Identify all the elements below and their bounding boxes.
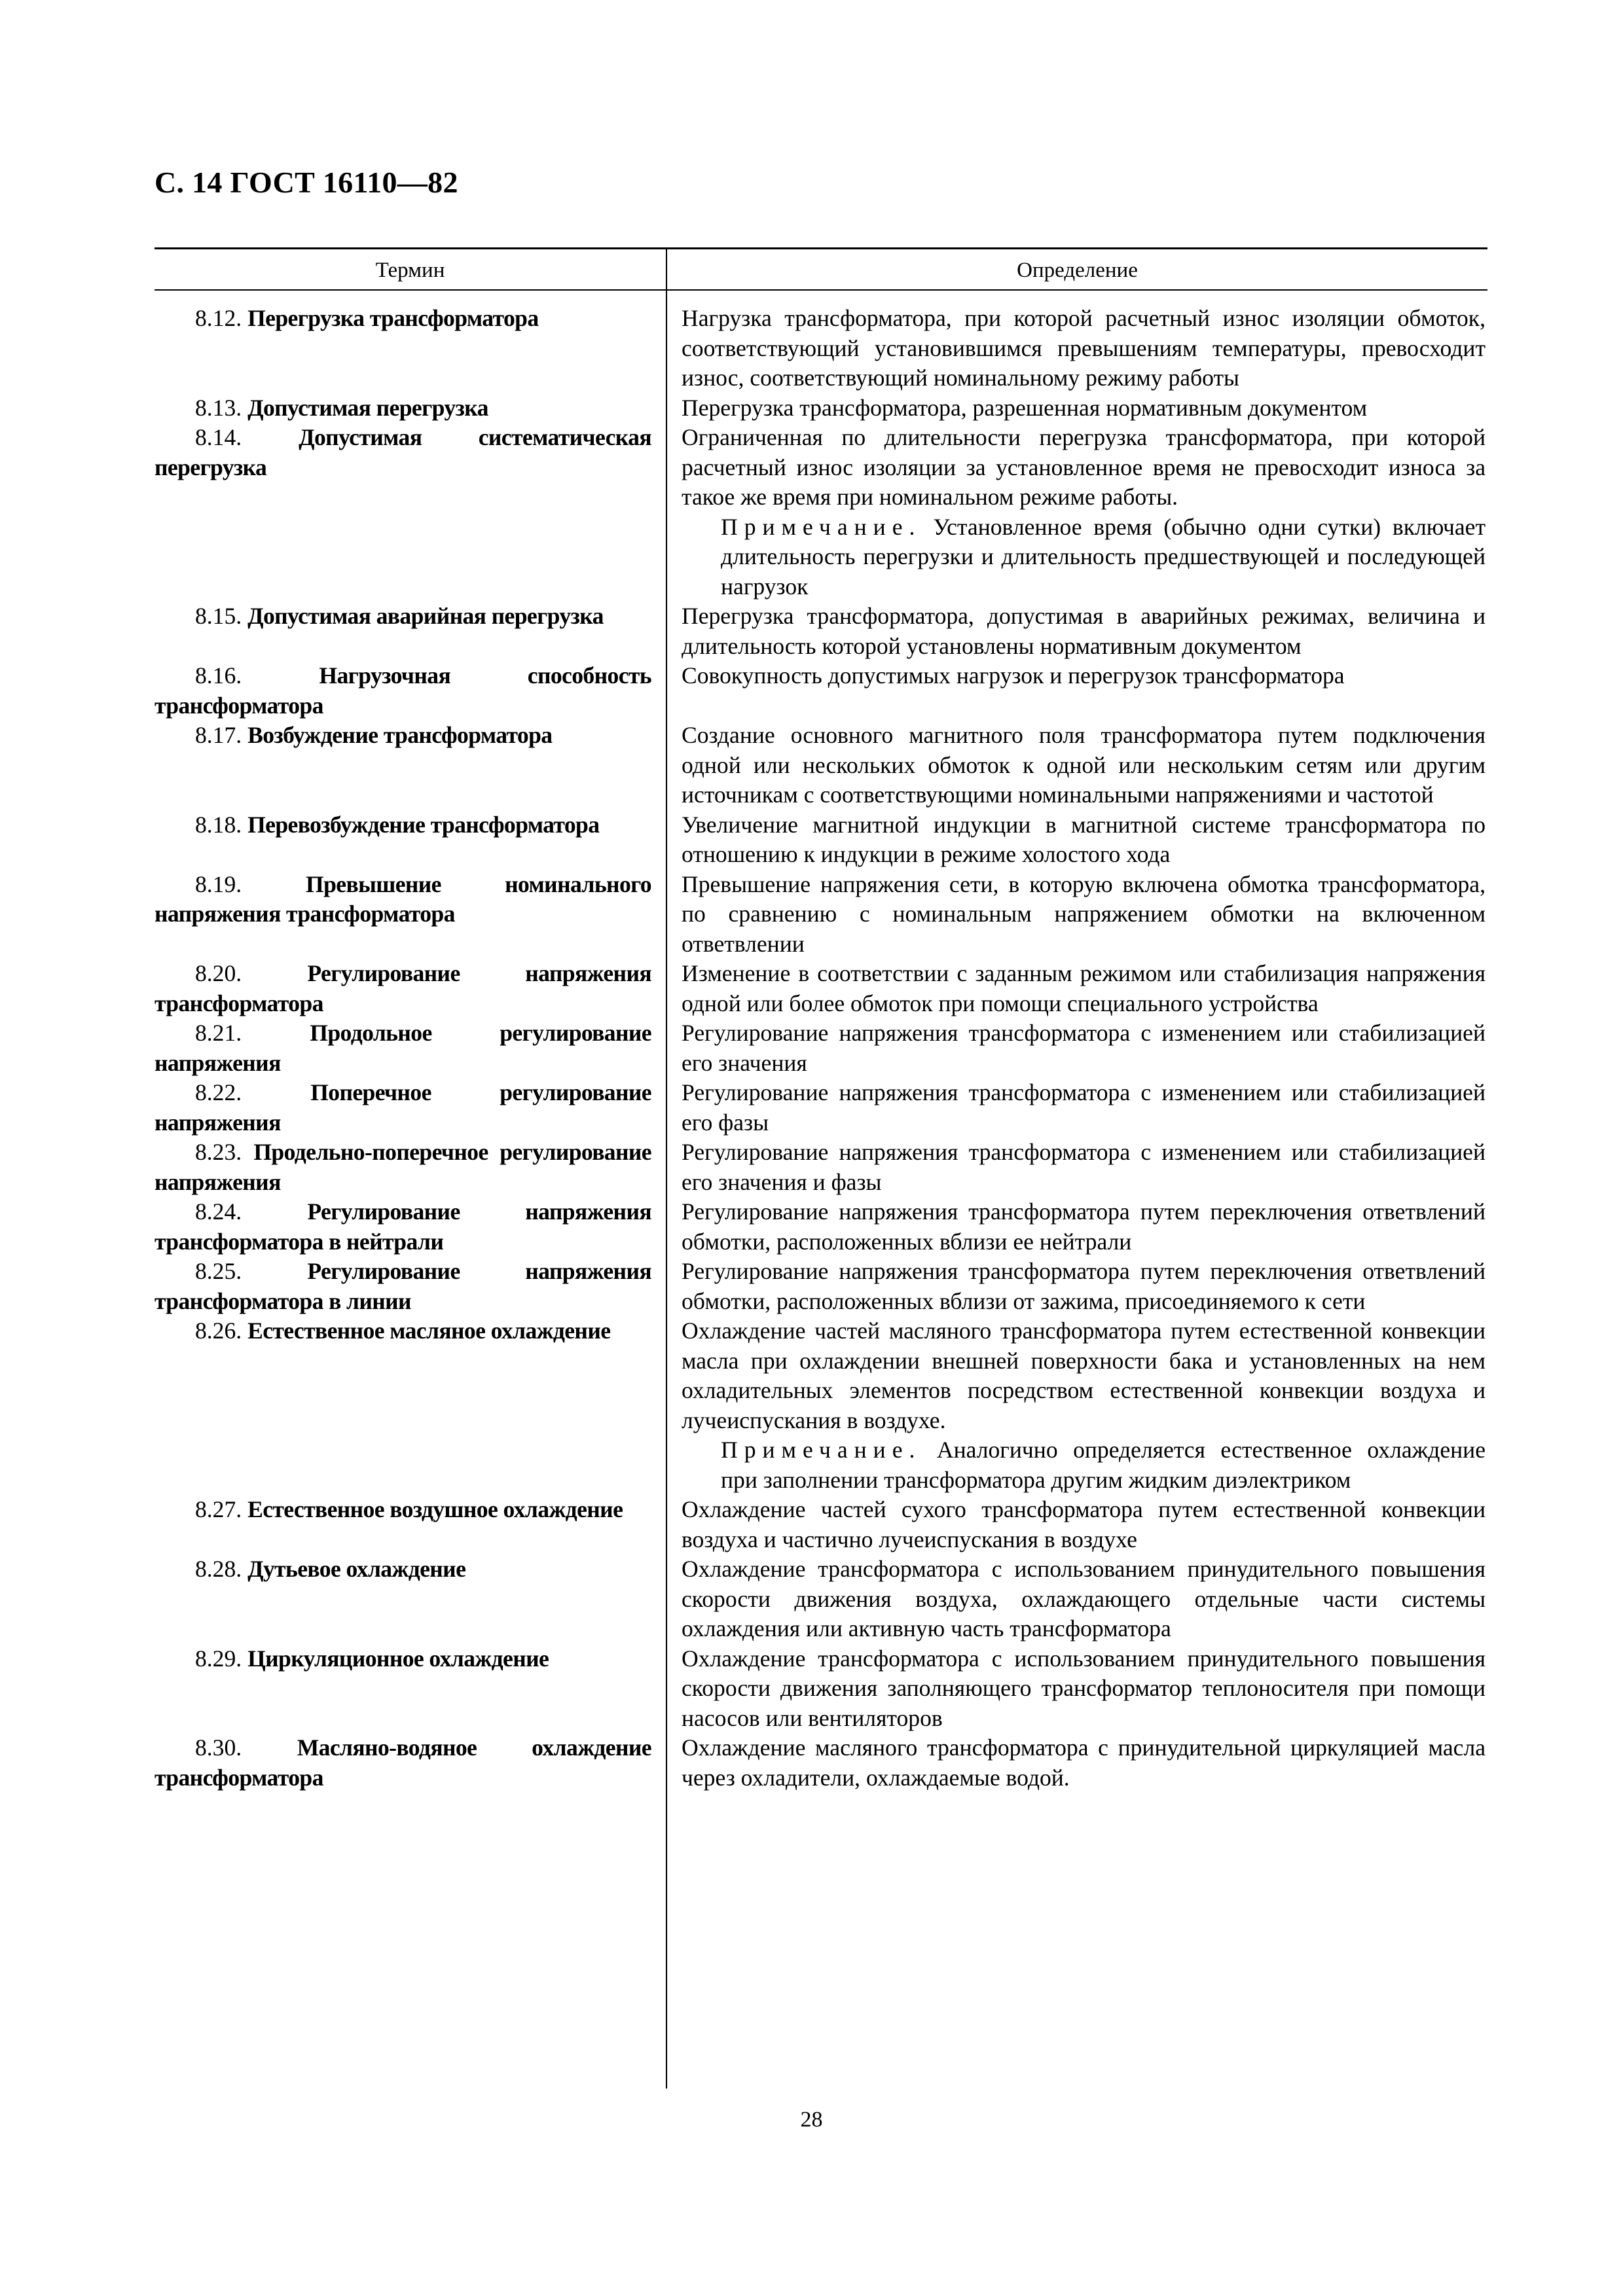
table-row [155,959,1487,1018]
definition-text: Регулирование напряжения трансформатора путем переключения ответвлений обмотки, расположенных вблизи ее нейтрали [682,1198,1486,1255]
definition-cell [666,423,1486,601]
note-label: Примечание. [721,513,922,540]
term-name: Превышение номинального напряжения трансформатора [155,870,651,927]
definition-text: Совокупность допустимых нагрузок и перегрузок трансформатора [682,662,1345,689]
term-number: 8.19. [195,870,242,897]
definition-text: Превышение напряжения сети, в которую включена обмотка трансформатора, по сравнению с номинальным напряжением обмотки на включенном ответвлении [682,870,1486,957]
table-row [155,1733,1487,1793]
definition-text: Регулирование напряжения трансформатора с изменением или стабилизацией его фазы [682,1079,1486,1136]
table-row [155,1018,1487,1078]
term-cell [155,870,666,960]
table-row [155,1495,1487,1554]
note-text: Аналогично определяется естественное охлаждение при заполнении трансформатора другим жидким диэлектриком [721,1437,1486,1493]
term-name: Естественное воздушное охлаждение [247,1496,623,1522]
term-cell [155,1138,666,1197]
term-number: 8.28. [195,1556,242,1582]
term-name: Циркуляционное охлаждение [247,1645,549,1672]
header-rule [155,289,1487,291]
table-row [155,661,1487,721]
definition-text: Увеличение магнитной индукции в магнитной системе трансформатора по отношению к индукции в режиме холостого хода [682,811,1486,867]
definition-cell [666,1495,1486,1554]
table-row [155,423,1487,601]
table-row [155,1257,1487,1316]
definition-cell [666,1018,1486,1078]
term-cell [155,721,666,810]
definition-cell [666,661,1486,721]
term-number: 8.16. [195,662,242,689]
definition-cell [666,1554,1486,1644]
term-cell [155,1197,666,1257]
table-row [155,1078,1487,1138]
term-cell [155,1078,666,1138]
definition-cell [666,393,1486,423]
term-name: Допустимая аварийная перегрузка [247,603,604,629]
term-name: Естественное масляное охлаждение [247,1318,611,1344]
column-header-definition: Определение [1017,259,1138,282]
definition-cell [666,1138,1486,1197]
table-row [155,1197,1487,1257]
term-name: Нагрузочная способность трансформатора [155,662,651,719]
term-cell [155,1733,666,1793]
term-number: 8.20. [195,960,242,986]
term-cell [155,959,666,1018]
term-number: 8.12. [195,305,242,331]
definition-text: Охлаждение трансформатора с использованием принудительного повышения скорости движения воздуха, охлаждающего отдельные части системы охлаждения или активную часть трансформатора [682,1556,1486,1641]
term-cell [155,393,666,423]
term-cell [155,810,666,870]
term-name: Регулирование напряжения трансформатора в линии [155,1258,651,1314]
definition-cell [666,721,1486,810]
term-cell [155,1018,666,1078]
term-name: Допустимая перегрузка [247,394,488,421]
definition-text: Охлаждение частей масляного трансформатора путем естественной конвекции масла при охлаждении внешней поверхности бака и установленных на нем охладительных элементов посредством естественной конвекции воздуха и лучеиспускания в воздухе. [682,1318,1486,1433]
table-row [155,1316,1487,1495]
definition-text: Ограниченная по длительности перегрузка трансформатора, при которой расчетный износ изоляции за установленное время не превосходит износа за такое же время при номинальном режиме работы. [682,424,1486,510]
table-row [155,601,1487,661]
definition-text: Нагрузка трансформатора, при которой расчетный износ изоляции обмоток, соответствующий установившимся превышениям температуры, превосходит износ, соответствующий номинальному режиму работы [682,305,1486,391]
term-name: Дутьевое охлаждение [247,1556,466,1582]
term-cell [155,1644,666,1734]
term-cell [155,304,666,393]
term-cell [155,1495,666,1554]
definition-cell [666,1257,1486,1316]
page-header: С. 14 ГОСТ 16110—82 [155,166,458,199]
term-cell [155,1257,666,1316]
definition-text: Создание основного магнитного поля трансформатора путем подключения одной или нескольких обмоток к одной или нескольким сетям или другим источникам с соответствующими номинальными напряжениями и частотой [682,722,1486,808]
definition-text: Охлаждение частей сухого трансформатора путем естественной конвекции воздуха и частично лучеиспускания в воздухе [682,1496,1486,1552]
term-number: 8.24. [195,1198,242,1225]
term-name: Допустимая систематическая перегрузка [155,424,651,480]
term-name: Масляно-водяное охлаждение трансформатора [155,1734,651,1791]
column-header-term: Термин [375,259,445,282]
definition-text: Перегрузка трансформатора, допустимая в аварийных режимах, величина и длительность которой установлены нормативным документом [682,603,1486,659]
term-number: 8.27. [195,1496,242,1522]
term-number: 8.23. [195,1139,242,1165]
note [682,512,1486,602]
table-row [155,721,1487,810]
term-number: 8.14. [195,424,242,450]
term-number: 8.17. [195,722,242,748]
term-name: Регулирование напряжения трансформатора в нейтрали [155,1198,651,1255]
definition-text: Изменение в соответствии с заданным режимом или стабилизация напряжения одной или более обмоток при помощи специального устройства [682,960,1486,1016]
term-number: 8.25. [195,1258,242,1284]
term-number: 8.26. [195,1318,242,1344]
definition-cell [666,1644,1486,1734]
term-cell [155,1316,666,1495]
term-name: Перевозбуждение трансформатора [247,811,600,838]
term-number: 8.21. [195,1020,242,1046]
term-number: 8.22. [195,1079,242,1105]
definition-text: Регулирование напряжения трансформатора путем переключения ответвлений обмотки, расположенных вблизи от зажима, присоединяемого к сети [682,1258,1486,1314]
term-name: Регулирование напряжения трансформатора [155,960,651,1016]
table-row [155,870,1487,960]
definition-cell [666,304,1486,393]
term-cell [155,661,666,721]
definition-cell [666,870,1486,960]
note-text: Установленное время (обычно одни сутки) включает длительность перегрузки и длительность предшествующей и последующей нагрузок [721,513,1486,600]
definition-text: Регулирование напряжения трансформатора с изменением или стабилизацией его значения [682,1020,1486,1076]
table-row [155,1644,1487,1734]
term-name: Продольное регулирование напряжения [155,1020,651,1076]
table-row [155,393,1487,423]
table-row [155,1554,1487,1644]
definition-cell [666,1197,1486,1257]
definition-cell [666,1078,1486,1138]
term-number: 8.15. [195,603,242,629]
table-top-rule [155,247,1487,249]
term-cell [155,423,666,601]
definition-cell [666,810,1486,870]
definition-cell [666,959,1486,1018]
term-cell [155,1554,666,1644]
table-row [155,304,1487,393]
term-number: 8.18. [195,811,242,838]
term-name: Поперечное регулирование напряжения [155,1079,651,1136]
table-body [155,304,1487,1793]
term-name: Возбуждение трансформатора [247,722,553,748]
note-label: Примечание. [721,1437,922,1463]
page-number: 28 [800,2108,823,2132]
definition-cell [666,1316,1486,1495]
table-row [155,810,1487,870]
definition-cell [666,1733,1486,1793]
table-row [155,1138,1487,1197]
definition-text: Перегрузка трансформатора, разрешенная нормативным документом [682,394,1368,421]
term-number: 8.29. [195,1645,242,1672]
term-number: 8.13. [195,394,242,421]
definition-text: Охлаждение масляного трансформатора с принудительной циркуляцией масла через охладители, охлаждаемые водой. [682,1734,1486,1791]
definition-cell [666,601,1486,661]
term-number: 8.30. [195,1734,242,1761]
term-cell [155,601,666,661]
definition-text: Регулирование напряжения трансформатора с изменением или стабилизацией его значения и фазы [682,1139,1486,1195]
term-name: Перегрузка трансформатора [247,305,539,331]
definition-text: Охлаждение трансформатора с использованием принудительного повышения скорости движения заполняющего трансформатор теплоносителя при помощи насосов или вентиляторов [682,1645,1486,1731]
note [682,1435,1486,1495]
term-name: Продельно-поперечное регулирование напряжения [155,1139,651,1195]
